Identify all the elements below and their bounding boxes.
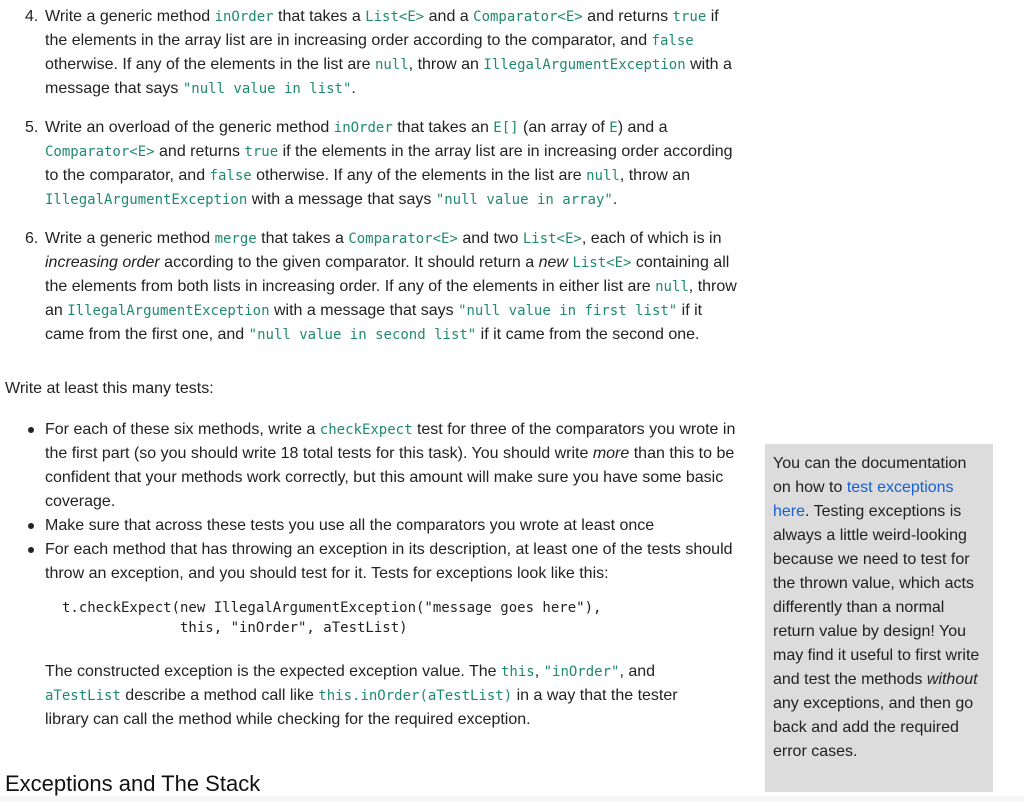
bullet-icon — [28, 427, 34, 433]
inline-code: "null value in second list" — [248, 327, 477, 343]
inline-code: merge — [214, 231, 257, 247]
inline-code: "null value in first list" — [458, 303, 678, 319]
task-list — [0, 0, 760, 347]
bullet-icon — [28, 523, 34, 529]
list-item — [0, 514, 745, 538]
inline-code: true — [672, 9, 707, 25]
inline-code: this — [500, 664, 535, 680]
inline-code: E[] — [493, 120, 519, 136]
test-exceptions-link[interactable]: test exceptions here — [773, 479, 954, 520]
task-number: 5. — [25, 119, 39, 136]
inline-code: checkExpect — [319, 422, 413, 438]
section-heading: Exceptions and The Stack — [5, 771, 261, 796]
list-item-text: Make sure that across these tests you use all the comparators you wrote at least once — [45, 517, 655, 534]
list-item — [0, 418, 745, 514]
code-example: t.checkExpect(new IllegalArgumentException("message goes here"), this, "inOrder", aTestList) — [62, 600, 602, 636]
emphasis-text: increasing order — [45, 254, 160, 271]
inline-code: inOrder — [333, 120, 393, 136]
inline-code: List<E> — [522, 231, 582, 247]
emphasis-text: without — [926, 671, 978, 688]
inline-code: this.inOrder(aTestList) — [318, 688, 513, 704]
list-item — [0, 538, 745, 586]
bullet-icon — [28, 547, 34, 553]
inline-code: "null value in list" — [182, 81, 352, 97]
test-requirements-list — [0, 418, 760, 586]
emphasis-text: new — [538, 254, 568, 271]
inline-code: E — [609, 120, 618, 136]
inline-code: "null value in array" — [435, 192, 613, 208]
inline-code: false — [651, 33, 694, 49]
inline-code: Comparator<E> — [45, 144, 155, 160]
sidebar-note — [765, 444, 993, 792]
task-item — [0, 227, 760, 347]
inline-code: null — [374, 57, 409, 73]
task-number: 4. — [25, 8, 39, 25]
divider — [0, 796, 1024, 802]
inline-code: List<E> — [572, 255, 632, 271]
list-item-text: For each method that has throwing an exception in its description, at least one of the tests should throw an exception, and you should test for it. Tests for exceptions look like this: — [45, 541, 733, 582]
inline-code: IllegalArgumentException — [483, 57, 686, 73]
inline-code: Comparator<E> — [348, 231, 458, 247]
inline-code: IllegalArgumentException — [67, 303, 270, 319]
task-number: 6. — [25, 230, 39, 247]
task-text: Write a generic method inOrder that takes a List<E> and a Comparator<E> and returns true if the elements in the array list are in increasing order according to the comparator, and false otherwise. If any of the elements in the list are null, throw an IllegalArgumentException with a message that says "null value in list". — [45, 8, 732, 97]
inline-code: "inOrder" — [543, 664, 620, 680]
task-text: Write an overload of the generic method inOrder that takes an E[] (an array of E) and a Comparator<E> and returns true if the elements in the array list are in increasing order according to the comparator, and false otherwise. If any of the elements in the list are null, throw an IllegalArgumentException with a message that says "null value in array". — [45, 119, 733, 208]
tests-intro: Write at least this many tests: — [5, 380, 214, 397]
list-item-text: For each of these six methods, write a checkExpect test for three of the comparators you wrote in the first part (so you should write 18 total tests for this task). You should write more than this to be confident that your methods work correctly, but this amount will make sure you have some basic coverage. — [45, 421, 736, 510]
task-item — [0, 5, 760, 101]
sidebar-text: You can the documentation on how to test exceptions here. Testing exceptions is always a little weird-looking because we need to test for the thrown value, which acts differently than a normal return value by design! You may find it useful to first write and test the methods without any exceptions, and then go back and add the required error cases. — [773, 455, 980, 760]
task-item — [0, 116, 760, 212]
inline-code: inOrder — [214, 9, 274, 25]
task-text: Write a generic method merge that takes a Comparator<E> and two List<E>, each of which is in increasing order according to the given comparator. It should return a new List<E> containing all the elements from both lists in increasing order. If any of the elements in either list are null, throw an IllegalArgumentException with a message that says "null value in first list" if it came from the first one, and "null value in second list" if it came from the second one. — [45, 230, 737, 343]
inline-code: null — [655, 279, 689, 295]
inline-code: IllegalArgumentException — [45, 192, 248, 208]
emphasis-text: more — [592, 445, 630, 462]
code-explanation: The constructed exception is the expected exception value. The this, "inOrder", and aTestList describe a method call like this.inOrder(aTestList) in a way that the tester library can call the method while checking for the required exception. — [45, 663, 678, 728]
inline-code: List<E> — [365, 9, 425, 25]
inline-code: true — [244, 144, 279, 160]
inline-code: Comparator<E> — [473, 9, 583, 25]
inline-code: false — [209, 168, 252, 184]
inline-code: aTestList — [45, 688, 121, 704]
inline-code: null — [586, 168, 620, 184]
